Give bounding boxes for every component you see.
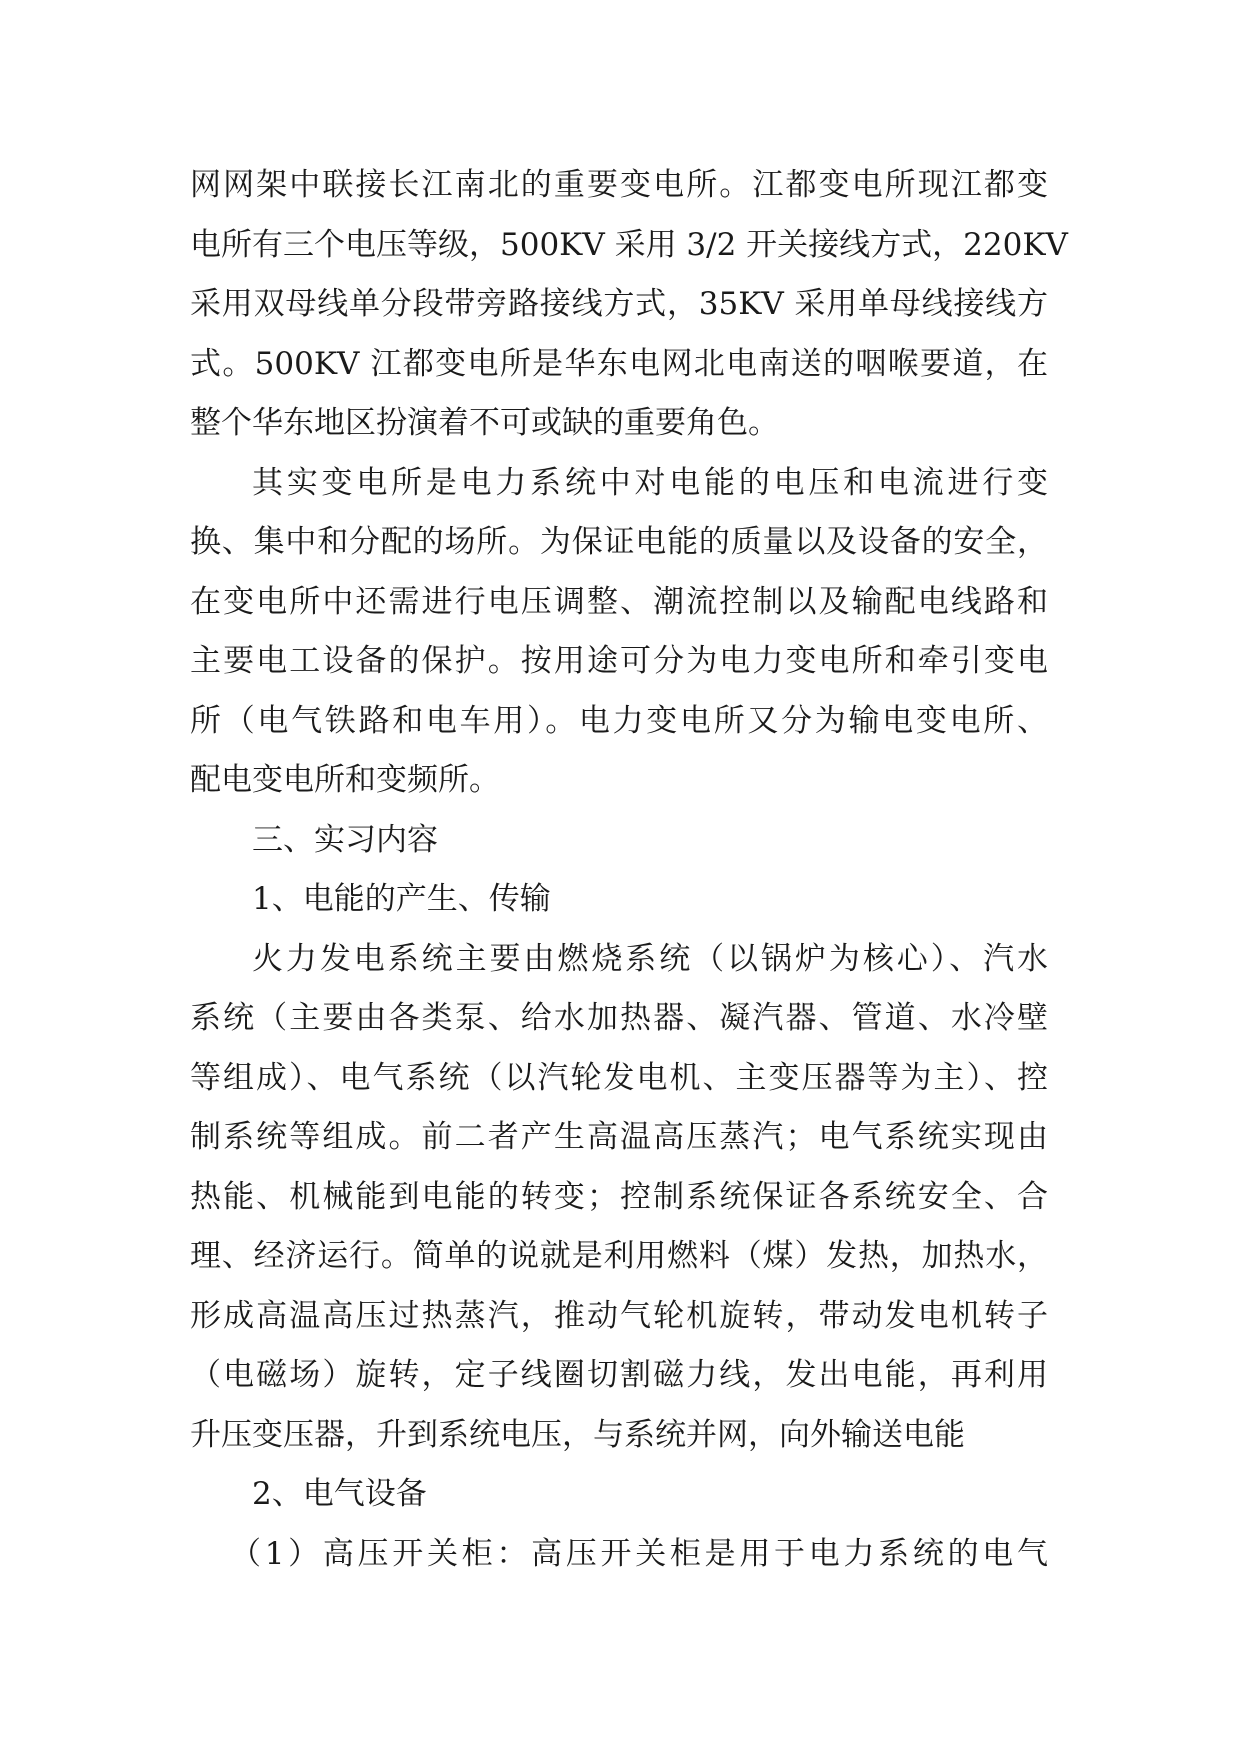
section-heading: 三、实习内容 xyxy=(252,821,438,858)
paragraph-first-line: 其实变电所是电力系统中对电能的电压和电流进行变 xyxy=(252,464,1048,501)
text-line: 所（电气铁路和电车用）。电力变电所又分为输电变电所、 xyxy=(190,702,1048,739)
text-line: 升压变压器，升到系统电压，与系统并网，向外输送电能 xyxy=(190,1416,965,1453)
text-line: 系统（主要由各类泵、给水加热器、凝汽器、管道、水冷壁 xyxy=(190,1000,1048,1036)
text-line: 等组成）、电气系统（以汽轮发电机、主变压器等为主）、控 xyxy=(190,1059,1048,1096)
text-line: 采用双母线单分段带旁路接线方式，35KV 采用单母线接线方 xyxy=(190,286,1048,322)
text-line: 整个华东地区扮演着不可或缺的重要角色。 xyxy=(190,405,779,441)
text-line: 形成高温高压过热蒸汽，推动气轮机旋转，带动发电机转子 xyxy=(190,1297,1048,1334)
document-page xyxy=(190,156,1068,1584)
text-line: 配电变电所和变频所。 xyxy=(190,762,500,798)
text-line: 电所有三个电压等级，500KV 采用 3/2 开关接线方式，220KV xyxy=(190,226,1068,263)
text-line: 制系统等组成。前二者产生高温高压蒸汽；电气系统实现由 xyxy=(190,1119,1048,1155)
text-line: 换、集中和分配的场所。为保证电能的质量以及设备的安全， xyxy=(190,524,1048,560)
subsection-heading: 2、电气设备 xyxy=(252,1476,427,1512)
text-line: 热能、机械能到电能的转变；控制系统保证各系统安全、合 xyxy=(190,1178,1048,1215)
subsection-heading: 1、电能的产生、传输 xyxy=(252,881,551,917)
text-line: （电磁场）旋转，定子线圈切割磁力线，发出电能，再利用 xyxy=(190,1357,1048,1393)
text-line: 理、经济运行。简单的说就是利用燃料（煤）发热，加热水， xyxy=(190,1238,1048,1274)
text-line: 网网架中联接长江南北的重要变电所。江都变电所现江都变 xyxy=(190,167,1048,203)
text-line: 在变电所中还需进行电压调整、潮流控制以及输配电线路和 xyxy=(190,583,1048,620)
text-line: 主要电工设备的保护。按用途可分为电力变电所和牵引变电 xyxy=(190,643,1048,679)
paragraph-first-line: 火力发电系统主要由燃烧系统（以锅炉为核心）、汽水 xyxy=(252,940,1048,977)
text-line: 式。500KV 江都变电所是华东电网北电南送的咽喉要道，在 xyxy=(190,345,1048,382)
paragraph-first-line: （1）高压开关柜：高压开关柜是用于电力系统的电气 xyxy=(230,1535,1048,1572)
